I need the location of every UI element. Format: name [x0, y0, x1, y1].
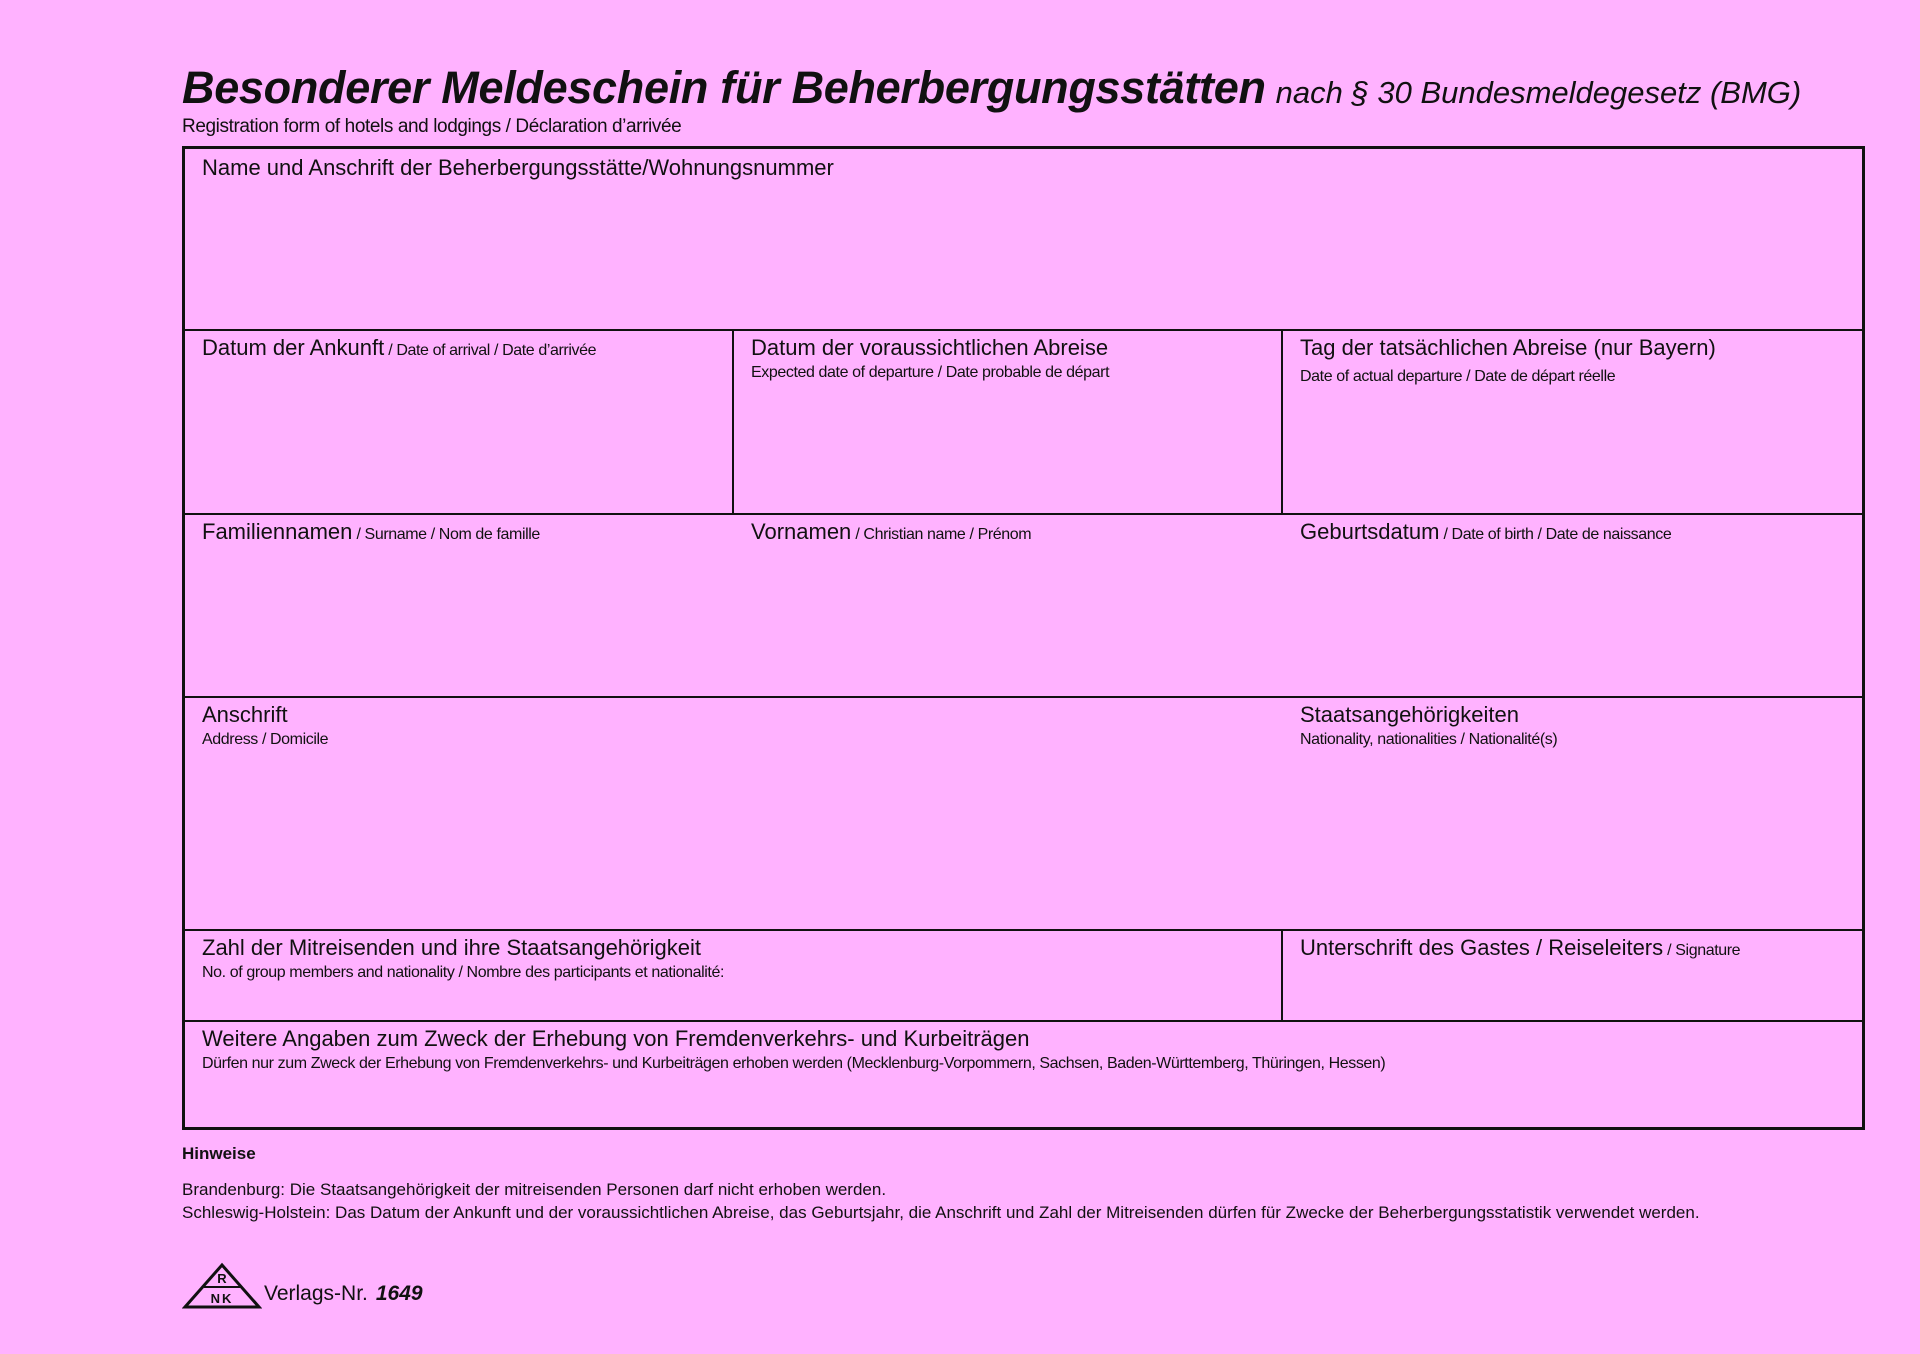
field-further-info-label: Weitere Angaben zum Zweck der Erhebung von Fremdenverkehrs- und Kurbeiträgen: [202, 1026, 1030, 1051]
note-line: Schleswig-Holstein: Das Datum der Ankunft und der voraussichtlichen Abreise, das Geburtsjahr, die Anschrift und Zahl der Mitreisenden dürfen für Zwecke der Beherbergungsstatistik verwendet werden.: [182, 1203, 1700, 1222]
field-actual-departure-translation: Date of actual departure / Date de départ réelle: [1300, 368, 1616, 385]
field-birth-date[interactable]: [1300, 519, 1671, 545]
rnk-logo: [182, 1262, 262, 1310]
notes-section: [182, 1144, 1865, 1224]
field-expected-departure-translation: Expected date of departure / Date probable de départ: [751, 364, 1110, 381]
field-arrival-label: Datum der Ankunft: [202, 335, 385, 360]
field-establishment[interactable]: [202, 155, 834, 181]
field-signature[interactable]: [1300, 935, 1740, 961]
verlag-label: Verlags-Nr.: [264, 1282, 368, 1305]
field-surname-translation: / Surname / Nom de famille: [352, 526, 540, 543]
column-divider: [732, 329, 734, 513]
note-line: Brandenburg: Die Staatsangehörigkeit der mitreisenden Personen darf nicht erhoben werden.: [182, 1180, 887, 1199]
field-surname[interactable]: [202, 519, 540, 545]
field-signature-label: Unterschrift des Gastes / Reiseleiters: [1300, 935, 1664, 960]
field-address-label: Anschrift: [202, 702, 288, 727]
row-divider: [185, 329, 1862, 331]
row-divider: [185, 1020, 1862, 1022]
field-nationality-label: Staatsangehörigkeiten: [1300, 702, 1519, 727]
row-divider: [185, 929, 1862, 931]
field-expected-departure[interactable]: [751, 335, 1109, 382]
field-actual-departure[interactable]: [1300, 335, 1716, 386]
field-nationality-translation: Nationality, nationalities / Nationalité(s): [1300, 731, 1558, 748]
field-companions[interactable]: [202, 935, 724, 982]
field-arrival-date[interactable]: [202, 335, 596, 361]
notes-title: Hinweise: [182, 1144, 256, 1163]
row-divider: [185, 696, 1862, 698]
field-birth-date-label: Geburtsdatum: [1300, 519, 1440, 544]
field-surname-label: Familiennamen: [202, 519, 353, 544]
field-nationality[interactable]: [1300, 702, 1557, 749]
field-birth-date-translation: / Date of birth / Date de naissance: [1439, 526, 1672, 543]
field-companions-label: Zahl der Mitreisenden und ihre Staatsangehörigkeit: [202, 935, 701, 960]
form-subtitle: Registration form of hotels and lodgings / Déclaration d’arrivée: [182, 116, 682, 137]
field-arrival-translation: / Date of arrival / Date d’arrivée: [384, 342, 597, 359]
form-title: Besonderer Meldeschein für Beherbergungsstätten: [182, 62, 1266, 113]
footer: [182, 1262, 423, 1310]
field-companions-translation: No. of group members and nationality / Nombre des participants et nationalité:: [202, 964, 724, 981]
field-first-name-label: Vornamen: [751, 519, 852, 544]
form-title-suffix: nach § 30 Bundesmeldegesetz (BMG): [1275, 75, 1802, 110]
registration-form: [182, 146, 1865, 1130]
row-divider: [185, 513, 1862, 515]
field-first-name[interactable]: [751, 519, 1031, 545]
column-divider: [1281, 329, 1283, 513]
field-expected-departure-label: Datum der voraussichtlichen Abreise: [751, 335, 1109, 360]
column-divider: [1281, 929, 1283, 1020]
field-address-translation: Address / Domicile: [202, 731, 329, 748]
field-further-info[interactable]: [202, 1026, 1385, 1073]
verlag-number: 1649: [375, 1282, 423, 1305]
field-further-info-translation: Dürfen nur zum Zweck der Erhebung von Fremdenverkehrs- und Kurbeiträgen erhoben werden (Mecklenburg-Vorpommern, Sachsen, Baden-Württemberg, Thüringen, Hessen): [202, 1055, 1386, 1072]
field-signature-translation: / Signature: [1663, 942, 1741, 959]
title-line: [182, 62, 1882, 114]
field-address[interactable]: [202, 702, 328, 749]
svg-text:R: R: [217, 1271, 227, 1286]
form-header: [182, 62, 1882, 138]
svg-text:NK: NK: [210, 1291, 234, 1306]
field-establishment-label: Name und Anschrift der Beherbergungsstätte/Wohnungsnummer: [202, 155, 834, 180]
field-first-name-translation: / Christian name / Prénom: [851, 526, 1032, 543]
field-actual-departure-label: Tag der tatsächlichen Abreise (nur Bayern): [1300, 335, 1716, 360]
